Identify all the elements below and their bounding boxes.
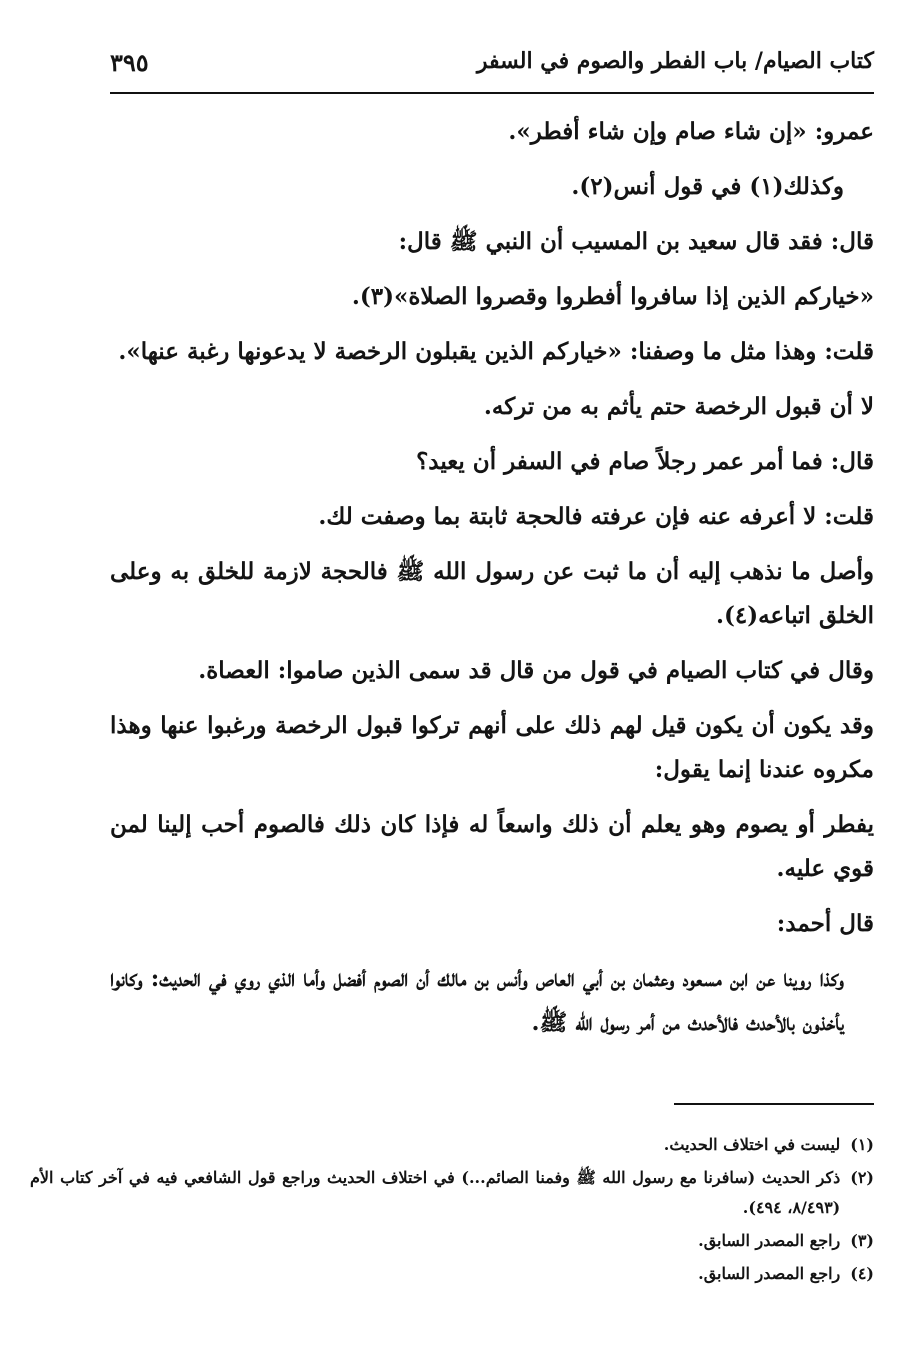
- footnote-divider: [674, 1103, 874, 1105]
- footnote-1: [30, 1130, 874, 1160]
- footnote-number: (٤): [850, 1264, 874, 1283]
- running-title: كتاب الصيام/ باب الفطر والصوم في السفر: [476, 48, 874, 74]
- paragraph-12: يفطر أو يصوم وهو يعلم أن ذلك واسعاً له فإذا كان ذلك فالصوم أحب إلينا لمن قوي عليه.: [110, 811, 874, 882]
- paragraph-3: قال: فقد قال سعيد بن المسيب أن النبي ﷺ قال:: [398, 228, 874, 255]
- paragraph-13: قال أحمد:: [776, 910, 874, 937]
- main-text: [110, 110, 874, 1056]
- footnote-4: [30, 1259, 874, 1289]
- footnote-3: [30, 1226, 874, 1256]
- footnote-number: (٣): [850, 1231, 874, 1250]
- paragraph-7: قال: فما أمر عمر رجلاً صام في السفر أن يعيد؟: [416, 448, 874, 475]
- footnote-number: (٢): [850, 1168, 874, 1187]
- paragraph-6: لا أن قبول الرخصة حتم يأثم به من تركه.: [483, 393, 874, 420]
- footnote-2: [30, 1163, 874, 1223]
- page-number: ٣٩٥: [110, 48, 149, 77]
- footnote-text: ليست في اختلاف الحديث.: [663, 1135, 841, 1154]
- footnotes: [30, 1130, 874, 1292]
- paragraph-2: وكذلك(١) في قول أنس(٢).: [571, 173, 844, 200]
- paragraph-10: وقال في كتاب الصيام في قول من قال قد سمى الذين صاموا: العصاة.: [198, 657, 874, 684]
- paragraph-11: وقد يكون أن يكون قيل لهم ذلك على أنهم تركوا قبول الرخصة ورغبوا عنها وهذا مكروه عندنا إنما يقول:: [110, 712, 874, 783]
- paragraph-14: وكذا روينا عن ابن مسعود وعثمان بن أبي العاص وأنس بن مالك أن الصوم أفضل وأما الذي روي في الحديث: وكانوا يأخذون بالأحدث فالأحدث من أمر رسول الله ﷺ.: [110, 965, 844, 1036]
- paragraph-4: «خياركم الذين إذا سافروا أفطروا وقصروا الصلاة»(٣).: [351, 283, 874, 310]
- footnote-text: ذكر الحديث (سافرنا مع رسول الله ﷺ وفمنا الصائم...) في اختلاف الحديث وراجع قول الشافعي فيه في آخر كتاب الأم (٨/٤٩٣، ٤٩٤).: [30, 1168, 841, 1217]
- paragraph-8: قلت: لا أعرفه عنه فإن عرفته فالحجة ثابتة بما وصفت لك.: [318, 503, 874, 530]
- paragraph-9: وأصل ما نذهب إليه أن ما ثبت عن رسول الله ﷺ فالحجة لازمة للخلق به وعلى الخلق اتباعه(٤).: [110, 558, 874, 629]
- paragraph-1: عمرو: «إن شاء صام وإن شاء أفطر».: [508, 118, 874, 145]
- page-header: [110, 40, 874, 94]
- footnote-number: (١): [850, 1135, 874, 1154]
- paragraph-5: قلت: وهذا مثل ما وصفنا: «خياركم الذين يقبلون الرخصة لا يدعونها رغبة عنها».: [118, 338, 874, 365]
- footnote-text: راجع المصدر السابق.: [698, 1231, 841, 1250]
- footnote-text: راجع المصدر السابق.: [698, 1264, 841, 1283]
